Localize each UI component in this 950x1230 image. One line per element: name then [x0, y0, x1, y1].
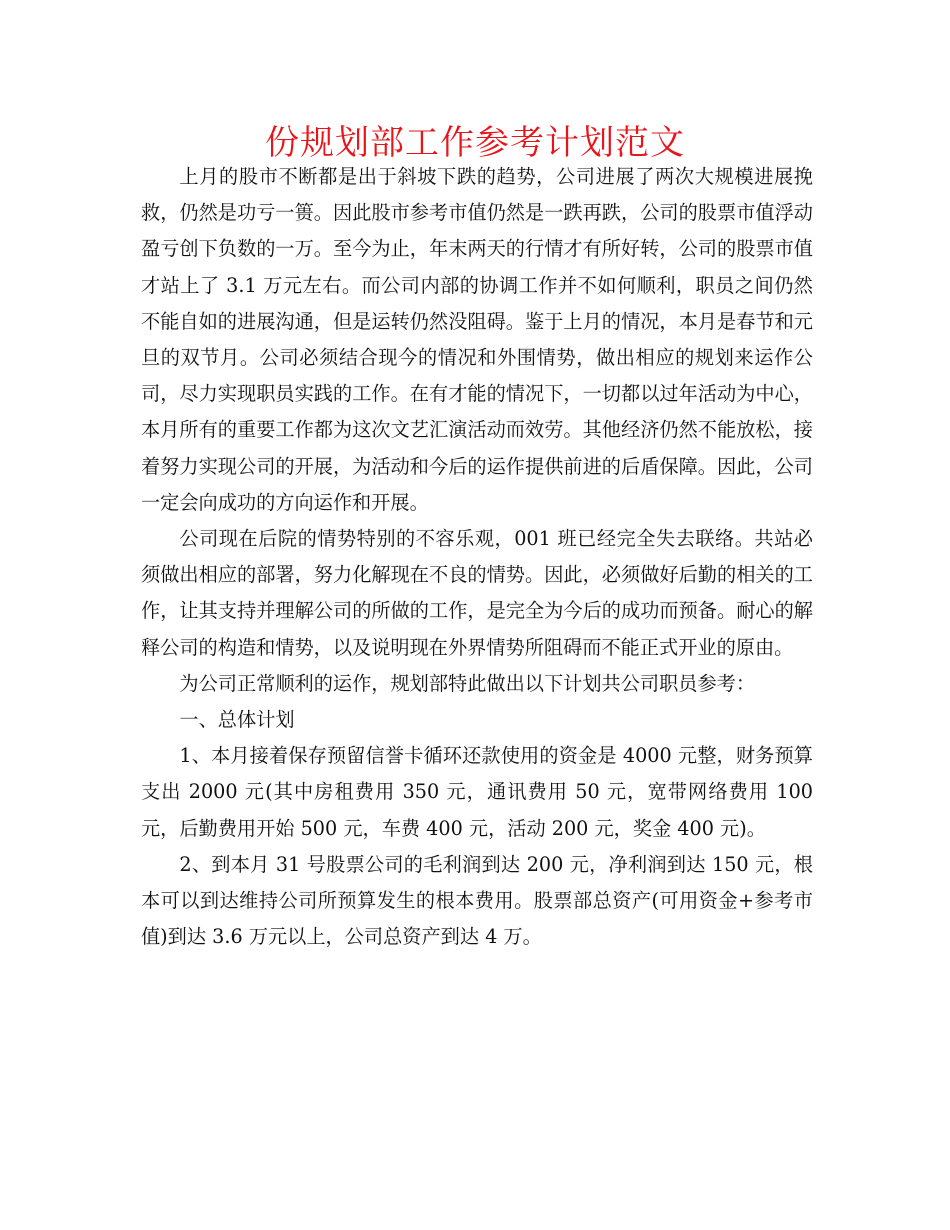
heading-overall-plan: 一、总体计划: [179, 708, 295, 732]
paragraph-plan-intro: 为公司正常顺利的运作，规划部特此做出以下计划共公司职员参考：: [179, 671, 756, 695]
document-body: [141, 159, 813, 955]
paragraph-budget-item-1: 1、本月接着保存预留信誉卡循环还款使用的资金是 4000 元整，财务预算支出 2000 元(其中房租费用 350 元，通讯费用 50 元，宽带网络费用 100 元，后勤费用开始 500 元，车费 400 元，活动 200 元，奖金 400 元)。: [141, 744, 813, 840]
paragraph-backyard-situation: 公司现在后院的情势特别的不容乐观，001 班已经完全失去联络。共站必须做出相应的部署，努力化解现在不良的情势。因此，必须做好后勤的相关的工作，让其支持并理解公司的所做的工作，是完全为今后的成功而预备。耐心的解释公司的构造和情势，以及说明现在外界情势所阻碍而不能正式开业的原由。: [141, 527, 813, 659]
paragraph-profit-item-2: 2、到本月 31 号股票公司的毛利润到达 200 元，净利润到达 150 元，根本可以到达维持公司所预算发生的根本费用。股票部总资产(可用资金+参考市值)到达 3.6 万元以上，公司总资产到达 4 万。: [141, 852, 813, 949]
paragraph-stock-market-review: 上月的股市不断都是出于斜坡下跌的趋势，公司进展了两次大规模进展挽救，仍然是功亏一篑。因此股市参考市值仍然是一跌再跌，公司的股票市值浮动盈亏创下负数的一万。至今为止，年末两天的行情才有所好转，公司的股票市值才站上了 3.1 万元左右。而公司内部的协调工作并不如何顺利，职员之间仍然不能自如的进展沟通，但是运转仍然没阻碍。鉴于上月的情况，本月是春节和元旦的双节月。公司必须结合现今的情况和外围情势，做出相应的规划来运作公司，尽力实现职员实践的工作。在有才能的情况下，一切都以过年活动为中心，本月所有的重要工作都为这次文艺汇演活动而效劳。其他经济仍然不能放松，接着努力实现公司的开展，为活动和今后的运作提供前进的后盾保障。因此，公司一定会向成功的方向运作和开展。: [141, 165, 813, 514]
document-title: 份规划部工作参考计划范文: [265, 123, 685, 163]
